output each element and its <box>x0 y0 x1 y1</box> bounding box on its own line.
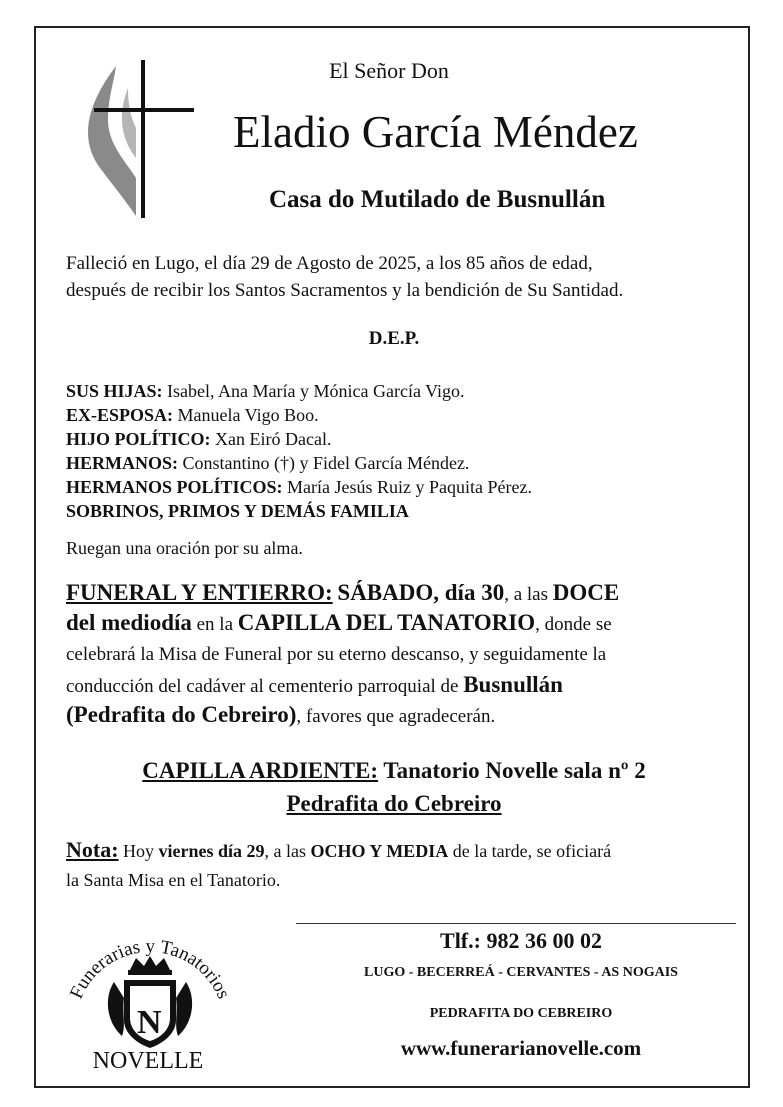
nota-text: , a las <box>264 841 311 861</box>
funeral-text: , a las <box>504 584 553 605</box>
funeral-home-logo <box>48 908 248 1078</box>
death-line-1: Falleció en Lugo, el día 29 de Agosto de 2025, a los 85 años de edad, <box>66 253 593 274</box>
funeral-line-3: celebrará la Misa de Funeral por su eterno descanso, y seguidamente la <box>66 644 607 665</box>
family-label: HIJO POLÍTICO: <box>66 429 211 449</box>
funeral-text: , donde se <box>535 614 612 635</box>
family-label: SUS HIJAS: <box>66 381 163 401</box>
prayer-line: Ruegan una oración por su alma. <box>66 538 303 558</box>
funeral-text: en la <box>191 614 238 635</box>
funeral-day: SÁBADO, día 30 <box>337 580 505 605</box>
family-label: HERMANOS POLÍTICOS: <box>66 477 283 497</box>
family-list-item <box>66 405 319 426</box>
family-text: Isabel, Ana María y Mónica García Vigo. <box>162 381 465 401</box>
chapel-heading: CAPILLA ARDIENTE: <box>142 758 379 783</box>
family-list-item <box>66 453 469 474</box>
dep-text: D.E.P. <box>368 328 420 349</box>
funeral-text: , favores que agradecerán. <box>296 706 496 727</box>
family-text: Manuela Vigo Boo. <box>173 405 319 425</box>
notice-frame <box>34 26 750 1088</box>
contact-divider <box>296 923 736 924</box>
nota-label: Nota: <box>66 837 119 862</box>
funeral-time: DOCE <box>552 580 620 605</box>
arc-text: Funerarias y Tanatorios <box>66 935 235 1002</box>
family-text: Constantino (†) y Fidel García Méndez. <box>178 453 470 473</box>
family-label: SOBRINOS, PRIMOS Y DEMÁS FAMILIA <box>66 501 409 521</box>
chapel-line-1 <box>36 758 752 784</box>
funeral-line-1 <box>66 578 619 610</box>
funeral-heading: FUNERAL Y ENTIERRO: <box>66 580 333 605</box>
cemetery-location: (Pedrafita do Cebreiro) <box>66 702 297 727</box>
chapel-town: Pedrafita do Cebreiro <box>286 791 502 816</box>
funeral-time-2: del mediodía <box>66 610 192 635</box>
family-list-item <box>66 501 409 522</box>
nota-text: Hoy <box>118 841 159 861</box>
funeral-line-2 <box>66 608 612 640</box>
nota-line-1 <box>66 836 611 865</box>
nota-text: de la tarde, se oficiará <box>448 841 612 861</box>
crest-initial: N <box>137 1004 162 1041</box>
towns-line: LUGO - BECERREÁ - CERVANTES - AS NOGAIS <box>364 965 678 980</box>
cemetery-name: Busnullán <box>463 672 563 697</box>
funeral-text: conducción del cadáver al cementerio parroquial de <box>66 676 464 697</box>
funeral-line-5 <box>66 700 495 732</box>
town-line-2: PEDRAFITA DO CEBREIRO <box>429 1006 613 1021</box>
nota-day: viernes día 29 <box>158 841 265 861</box>
intro-line: El Señor Don <box>329 58 449 83</box>
funeral-line-4 <box>66 670 563 702</box>
death-line-2: después de recibir los Santos Sacramentos y la bendición de Su Santidad. <box>66 280 624 301</box>
phone-number: Tlf.: 982 36 00 02 <box>440 928 602 953</box>
nota-line-2: la Santa Misa en el Tanatorio. <box>66 870 281 890</box>
funeral-place: CAPILLA DEL TANATORIO <box>237 610 536 635</box>
family-text: María Jesús Ruiz y Paquita Pérez. <box>282 477 532 497</box>
family-list-item <box>66 477 532 498</box>
family-list-item <box>66 381 465 402</box>
chapel-line-2 <box>36 791 752 817</box>
family-label: HERMANOS: <box>66 453 178 473</box>
deceased-name: Eladio García Méndez <box>233 107 638 157</box>
family-list-item <box>66 429 331 450</box>
chapel-place: Tanatorio Novelle sala nº 2 <box>378 758 646 783</box>
website-link[interactable]: www.funerarianovelle.com <box>400 1036 642 1060</box>
family-text: Xan Eiró Dacal. <box>210 429 332 449</box>
nota-time: OCHO Y MEDIA <box>310 841 449 861</box>
funeral-home-name: NOVELLE <box>92 1048 204 1074</box>
organization: Casa do Mutilado de Busnullán <box>269 186 606 213</box>
family-label: EX-ESPOSA: <box>66 405 174 425</box>
